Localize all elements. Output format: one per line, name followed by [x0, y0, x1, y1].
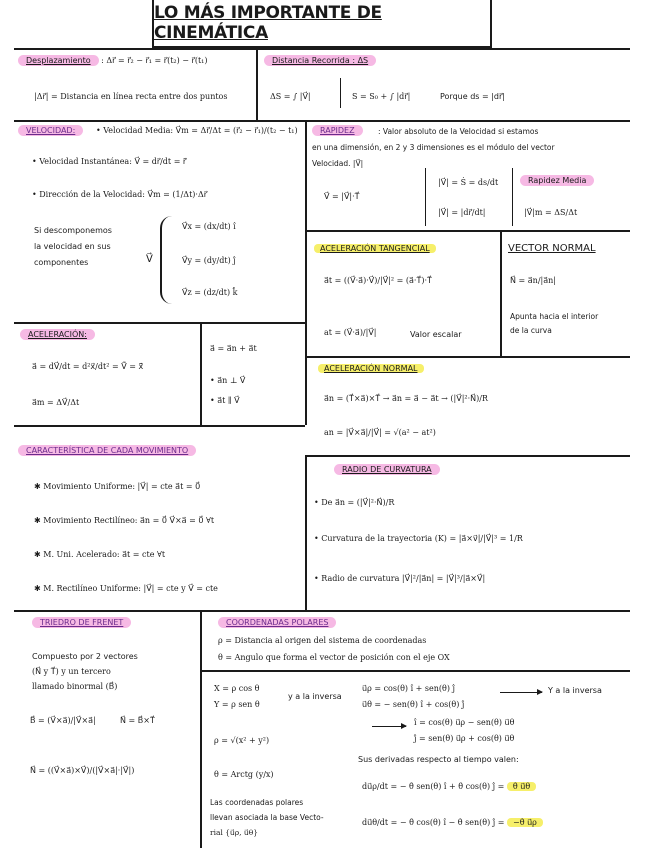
radio-r3: • Radio de curvatura |V⃗|²/|a⃗n| = |V⃗|³/|a⃗×V⃗| [314, 574, 486, 583]
normal-vec-desc-2: de la curva [510, 326, 552, 335]
polares-theta: θ = Arctg (y/x) [214, 770, 274, 779]
aceleracion-f5: • a⃗t ∥ V⃗ [210, 396, 240, 405]
polares-inv: y a la inversa [288, 692, 342, 701]
arrow-icon [372, 726, 406, 727]
frenet-f1: B⃗ = (V⃗×a⃗)/|V⃗×a⃗| [30, 716, 96, 725]
caracteristica-heading: CARACTERÍSTICA DE CADA MOVIMIENTO [18, 445, 196, 456]
brace-shape [160, 216, 176, 304]
divider [305, 356, 630, 358]
divider [512, 168, 513, 226]
velocidad-compon-2: la velocidad en sus [34, 242, 111, 251]
divider [200, 322, 202, 425]
velocidad-media: • Velocidad Media: V⃗m = Δr⃗/Δt = (r⃗₂ − r⃗₁)/(t₂ − t₁) [96, 126, 298, 135]
velocidad-heading: VELOCIDAD: [18, 125, 83, 136]
normal-vec-heading-row [508, 244, 596, 254]
rapidez-media: |V⃗|m = ΔS/Δt [524, 208, 578, 217]
divider [14, 425, 305, 427]
velocidad-vz: V⃗z = (dz/dt) k̂ [182, 288, 238, 297]
normal-vec-formula: N⃗ = a⃗n/|a⃗n| [510, 276, 556, 285]
tangencial-heading-row [314, 244, 436, 254]
aceleracion-heading: ACELERACIÓN: [20, 329, 95, 340]
aceleracion-f4: • a⃗n ⊥ V⃗ [210, 376, 246, 385]
divider [340, 78, 341, 108]
divider [425, 168, 426, 226]
aceleracion-heading-row [20, 330, 95, 340]
frenet-heading-row [32, 618, 131, 628]
desplazamiento-formula: : Δr⃗ = r⃗₂ − r⃗₁ = r⃗(t₂) − r⃗(t₁) [101, 56, 208, 65]
desplazamiento-def: |Δr⃗| = Distancia en línea recta entre dos puntos [34, 92, 228, 101]
polares-y: Y = ρ sen θ [214, 700, 260, 709]
distancia-heading: Distancia Recorrida : ΔS [264, 55, 376, 66]
radio-r1: • De a⃗n = (|V⃗|²·N⃗)/R [314, 498, 395, 507]
acel-normal-f2: an = |V⃗×a⃗|/|V⃗| = √(a² − at²) [324, 428, 436, 437]
polares-heading-row [218, 618, 336, 628]
radio-heading: RADIO DE CURVATURA [334, 464, 440, 475]
rapidez-heading: RAPIDEZ [312, 125, 363, 136]
title-box [152, 0, 492, 48]
velocidad-compon-1: Si descomponemos [34, 226, 112, 235]
movimiento-4: ✱ M. Rectilíneo Uniforme: |V⃗| = cte y V⃗ = cte [34, 584, 218, 593]
movimiento-3: ✱ M. Uni. Acelerado: a⃗t = cte ∀t [34, 550, 166, 559]
divider [14, 48, 630, 50]
rapidez-media-heading: Rapidez Media [520, 175, 594, 186]
acel-normal-f1: a⃗n = (T⃗×a⃗)×T⃗ → a⃗n = a⃗ − a⃗t → (|V⃗|²·N⃗)/R [324, 394, 488, 403]
movimiento-2: ✱ Movimiento Rectilíneo: a⃗n = 0⃗ V⃗×a⃗ = 0⃗ ∀t [34, 516, 215, 525]
page-title: LO MÁS IMPORTANTE DE CINEMÁTICA [154, 3, 382, 43]
velocidad-vsym: V⃗ [146, 254, 153, 265]
rapidez-text-3: Velocidad. |V⃗| [312, 159, 364, 168]
movimiento-1: ✱ Movimiento Uniforme: |V⃗| = cte a⃗t = 0⃗ [34, 482, 201, 491]
polares-deriv: Sus derivadas respecto al tiempo valen: [358, 755, 519, 764]
divider [14, 610, 630, 612]
rapidez-heading-row [312, 126, 363, 136]
distancia-formula-1: ΔS = ∫ |V⃗| [270, 92, 311, 101]
caracteristica-heading-row [18, 446, 196, 456]
distancia-formula-2: S = S₀ + ∫ |dr⃗| [352, 92, 411, 101]
velocidad-vy: V⃗y = (dy/dt) ĵ [182, 256, 236, 265]
arrow-icon [500, 692, 542, 693]
polares-d2 [362, 818, 543, 828]
aceleracion-f3: a⃗ = a⃗n + a⃗t [210, 344, 257, 353]
rapidez-text-1: : Valor absoluto de la Velocidad si estamos [378, 127, 539, 136]
polares-rho-def: ρ = Distancia al origen del sistema de coordenadas [218, 636, 427, 645]
velocidad-vx: V⃗x = (dx/dt) î [182, 222, 236, 231]
distancia-section [264, 56, 376, 66]
tangencial-label: Valor escalar [410, 330, 462, 339]
frenet-desc-1: Compuesto por 2 vectores [32, 652, 138, 661]
rapidez-text-2: en una dimensión, en 2 y 3 dimensiones es el módulo del vector [312, 143, 555, 152]
rapidez-f1: V⃗ = |V⃗|·T⃗ [324, 192, 360, 201]
polares-base-2: llevan asociada la base Vecto- [210, 813, 324, 822]
polares-ur: u⃗ρ = cos(θ) î + sen(θ) ĵ [362, 684, 455, 693]
polares-d1-result: θ̇ u⃗θ [507, 782, 536, 791]
distancia-note: Porque ds = |dr⃗| [440, 92, 505, 101]
desplazamiento-heading: Desplazamiento [18, 55, 99, 66]
frenet-desc-3: llamado binormal (B⃗) [32, 682, 118, 691]
rapidez-media-row [520, 176, 594, 186]
acel-normal-heading-row [318, 364, 424, 374]
polares-d2-result: −θ̇ u⃗ρ [507, 818, 543, 827]
divider [305, 120, 307, 425]
desplazamiento-section [18, 56, 208, 66]
radio-r2: • Curvatura de la trayectoria (K) = |a⃗×v⃗|/|V⃗|³ = 1/R [314, 534, 523, 543]
polares-x: X = ρ cos θ [214, 684, 260, 693]
polares-ut: u⃗θ = − sen(θ) î + cos(θ) ĵ [362, 700, 465, 709]
velocidad-heading-row [18, 126, 83, 136]
normal-vec-heading: VECTOR NORMAL [508, 243, 596, 254]
polares-i: î = cos(θ) u⃗ρ − sen(θ) u⃗θ [414, 718, 515, 727]
divider [200, 610, 202, 848]
polares-base-1: Las coordenadas polares [210, 798, 304, 807]
polares-heading: COORDENADAS POLARES [218, 617, 336, 628]
divider [305, 230, 630, 232]
polares-inv2: Y a la inversa [548, 686, 602, 695]
normal-vec-desc-1: Apunta hacia el interior [510, 312, 599, 321]
acel-normal-heading: ACELERACIÓN NORMAL [318, 364, 424, 373]
frenet-desc-2: (N⃗ y T⃗) y un tercero [32, 667, 111, 676]
aceleracion-f2: a⃗m = ΔV⃗/Δt [32, 398, 80, 407]
polares-d2-formula: du⃗θ/dt = − θ̇ cos(θ) î − θ̇ sen(θ) ĵ = [362, 818, 505, 827]
radio-heading-row [334, 465, 440, 475]
divider [256, 48, 258, 120]
rapidez-f3: |V⃗| = |dr⃗/dt| [438, 208, 486, 217]
divider [14, 322, 305, 324]
polares-d1-formula: du⃗ρ/dt = − θ̇ sen(θ) î + θ̇ cos(θ) ĵ = [362, 782, 505, 791]
tangencial-f2: at = (V⃗·a⃗)/|V⃗| [324, 328, 377, 337]
polares-d1 [362, 782, 536, 792]
aceleracion-f1: a⃗ = dV⃗/dt = d²x⃗/dt² = V⃗̇ = x⃗̈ [32, 362, 144, 371]
divider [200, 670, 630, 672]
frenet-f2: N⃗ = B⃗×T⃗ [120, 716, 155, 725]
velocidad-instantanea: • Velocidad Instantánea: V⃗ = dr⃗/dt = r⃗̇ [32, 157, 187, 166]
tangencial-heading: ACELERACIÓN TANGENCIAL [314, 244, 436, 253]
divider [305, 455, 630, 457]
frenet-f3: N⃗ = ((V⃗×a⃗)×V⃗)/(|V⃗×a⃗|·|V⃗|) [30, 766, 135, 775]
polares-rho: ρ = √(x² + y²) [214, 736, 270, 745]
rapidez-f2: |V⃗| = Ṡ = ds/dt [438, 178, 499, 187]
velocidad-compon-3: componentes [34, 258, 89, 267]
polares-theta-def: θ = Angulo que forma el vector de posición con el eje OX [218, 653, 450, 662]
frenet-heading: TRIEDRO DE FRENET [32, 617, 131, 628]
tangencial-f1: a⃗t = ((V⃗·a⃗)·V⃗)/|V⃗|² = (a⃗·T⃗)·T⃗ [324, 276, 432, 285]
polares-base-3: rial {u⃗ρ, u⃗θ} [210, 828, 258, 837]
divider [500, 230, 502, 356]
divider [305, 455, 307, 610]
velocidad-direccion: • Dirección de la Velocidad: V⃗m = (1/Δt)·Δr⃗ [32, 190, 208, 199]
polares-j: ĵ = sen(θ) u⃗ρ + cos(θ) u⃗θ [414, 734, 515, 743]
divider [14, 120, 630, 122]
